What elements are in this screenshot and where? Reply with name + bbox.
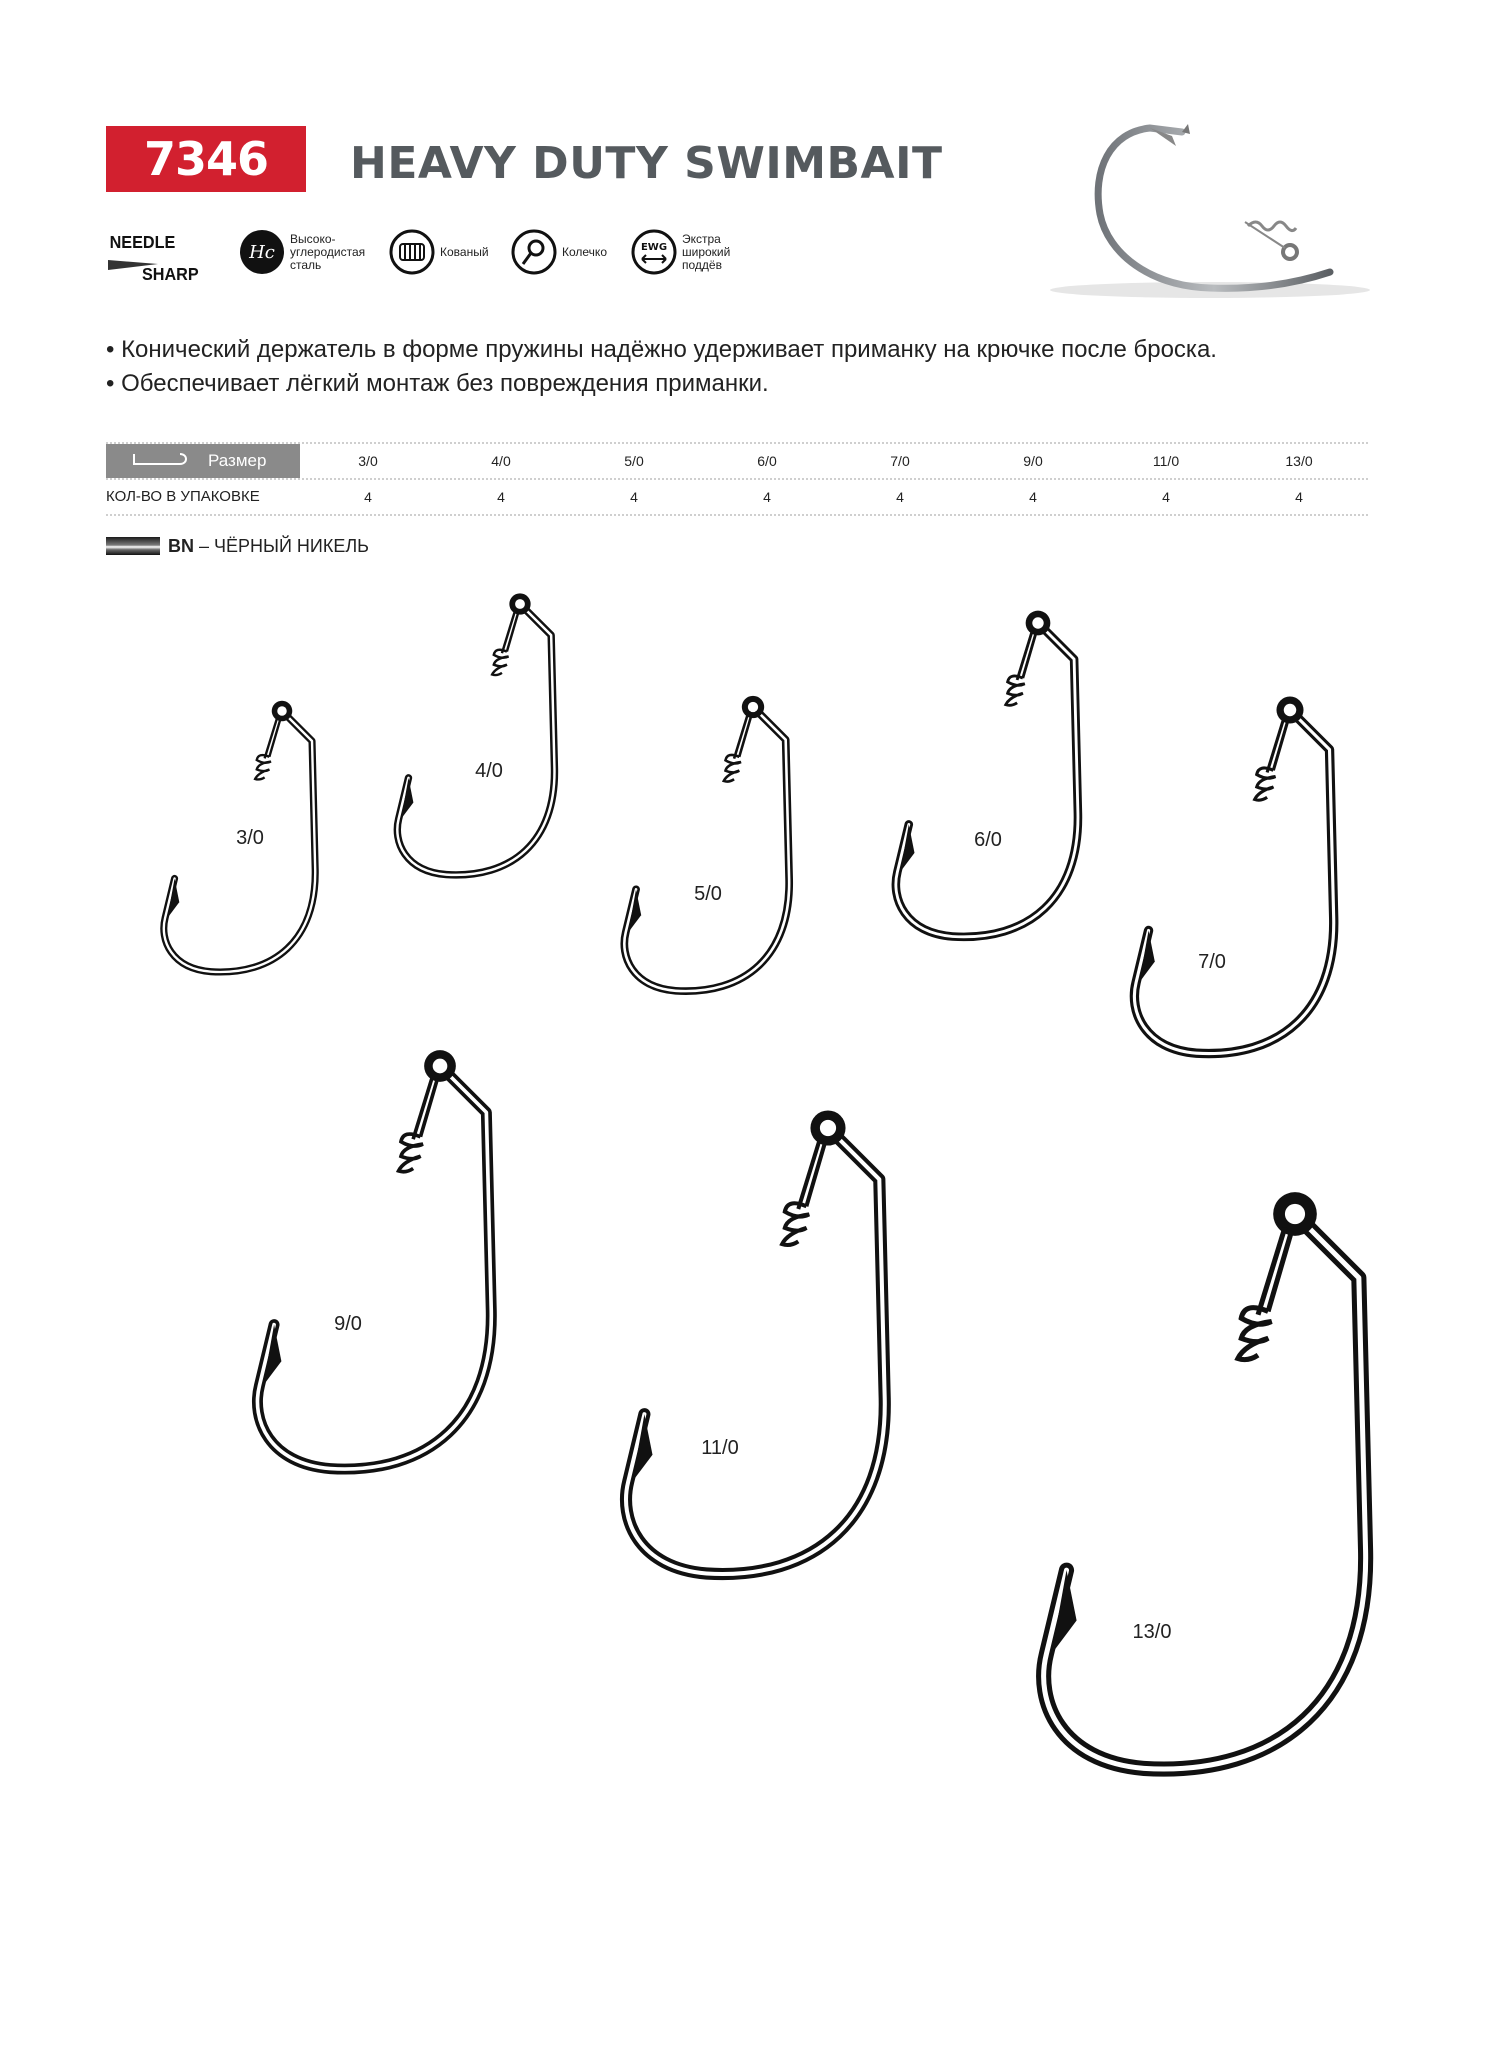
hook-size-label: 4/0: [475, 760, 503, 782]
feature-forged: [388, 224, 489, 280]
high-carbon-icon: [238, 228, 286, 276]
hook-7-0: [1134, 696, 1333, 1053]
size-header: [106, 444, 300, 478]
hero-hook-image: [1040, 122, 1380, 312]
size-cell: 7/0: [890, 453, 910, 469]
hook-9-0: [257, 1050, 491, 1469]
feature-ewg-label: Экстра широкий поддёв: [682, 231, 731, 272]
size-cell: 6/0: [757, 453, 777, 469]
finish-text: – ЧЁРНЫЙ НИКЕЛЬ: [194, 536, 369, 556]
qty-row: [106, 480, 1368, 516]
qty-cell: 4: [630, 489, 638, 505]
size-cell: 13/0: [1285, 453, 1313, 469]
black-nickel-swatch: [106, 537, 160, 555]
hook-size-label: 13/0: [1132, 1621, 1172, 1643]
feature-icons: [106, 224, 806, 284]
hook-11-0: [626, 1110, 885, 1574]
finish-label: [168, 534, 369, 558]
feature-ring-eye: [510, 224, 607, 280]
hook-size-label: 7/0: [1198, 951, 1226, 973]
description-line: • Обеспечивает лёгкий монтаж без повреждения приманки.: [106, 370, 769, 397]
ring-eye-icon: [510, 228, 558, 276]
svg-text:SHARP: SHARP: [142, 264, 199, 285]
hook-size-icon: [130, 452, 194, 470]
hook-6-0: [896, 611, 1078, 937]
qty-cell: 4: [763, 489, 771, 505]
description-line: • Конический держатель в форме пружины надёжно удерживает приманку на крючке после броска.: [106, 336, 1217, 363]
svg-text:NEEDLE: NEEDLE: [109, 232, 176, 253]
hook-size-label: 11/0: [701, 1437, 739, 1459]
product-description: [106, 333, 1406, 401]
ewg-icon: [630, 228, 678, 276]
hook-size-label: 3/0: [236, 827, 264, 849]
forged-icon: [388, 228, 436, 276]
hook-size-label: 6/0: [974, 829, 1002, 851]
size-row: [106, 442, 1368, 480]
hook-4-0: [397, 593, 554, 875]
qty-cell: 4: [364, 489, 372, 505]
size-cell: 4/0: [491, 453, 511, 469]
feature-high-carbon: [238, 224, 365, 280]
size-cell: 9/0: [1023, 453, 1043, 469]
size-cell: 5/0: [624, 453, 644, 469]
feature-forged-label: Кованый: [440, 244, 489, 259]
hook-5-0: [624, 696, 789, 991]
hook-illustrations: [0, 560, 1494, 2048]
svg-text:Hc: Hc: [249, 242, 275, 263]
hook-size-label: 5/0: [694, 883, 722, 905]
feature-ring-eye-label: Колечко: [562, 244, 607, 259]
hook-13-0: [1044, 1192, 1366, 1769]
size-cell: 11/0: [1152, 453, 1180, 469]
qty-cell: 4: [1029, 489, 1037, 505]
product-title: HEAVY DUTY SWIMBAIT: [350, 138, 943, 189]
qty-cell: 4: [497, 489, 505, 505]
size-header-label: Размер: [208, 451, 267, 470]
finish-code: BN: [168, 536, 194, 556]
size-cell: 3/0: [358, 453, 378, 469]
feature-high-carbon-label: Высоко- углеродистая сталь: [290, 231, 366, 272]
hook-size-label: 9/0: [334, 1313, 362, 1335]
qty-header: КОЛ-ВО В УПАКОВКЕ: [106, 488, 260, 505]
model-number-badge: 7346 SB: [106, 126, 306, 192]
feature-ewg: [630, 224, 730, 280]
qty-cell: 4: [1162, 489, 1170, 505]
needle-sharp-logo: [106, 224, 206, 288]
qty-cell: 4: [1295, 489, 1303, 505]
svg-text:EWG: EWG: [640, 242, 668, 253]
qty-cell: 4: [896, 489, 904, 505]
spec-table: [106, 442, 1368, 516]
